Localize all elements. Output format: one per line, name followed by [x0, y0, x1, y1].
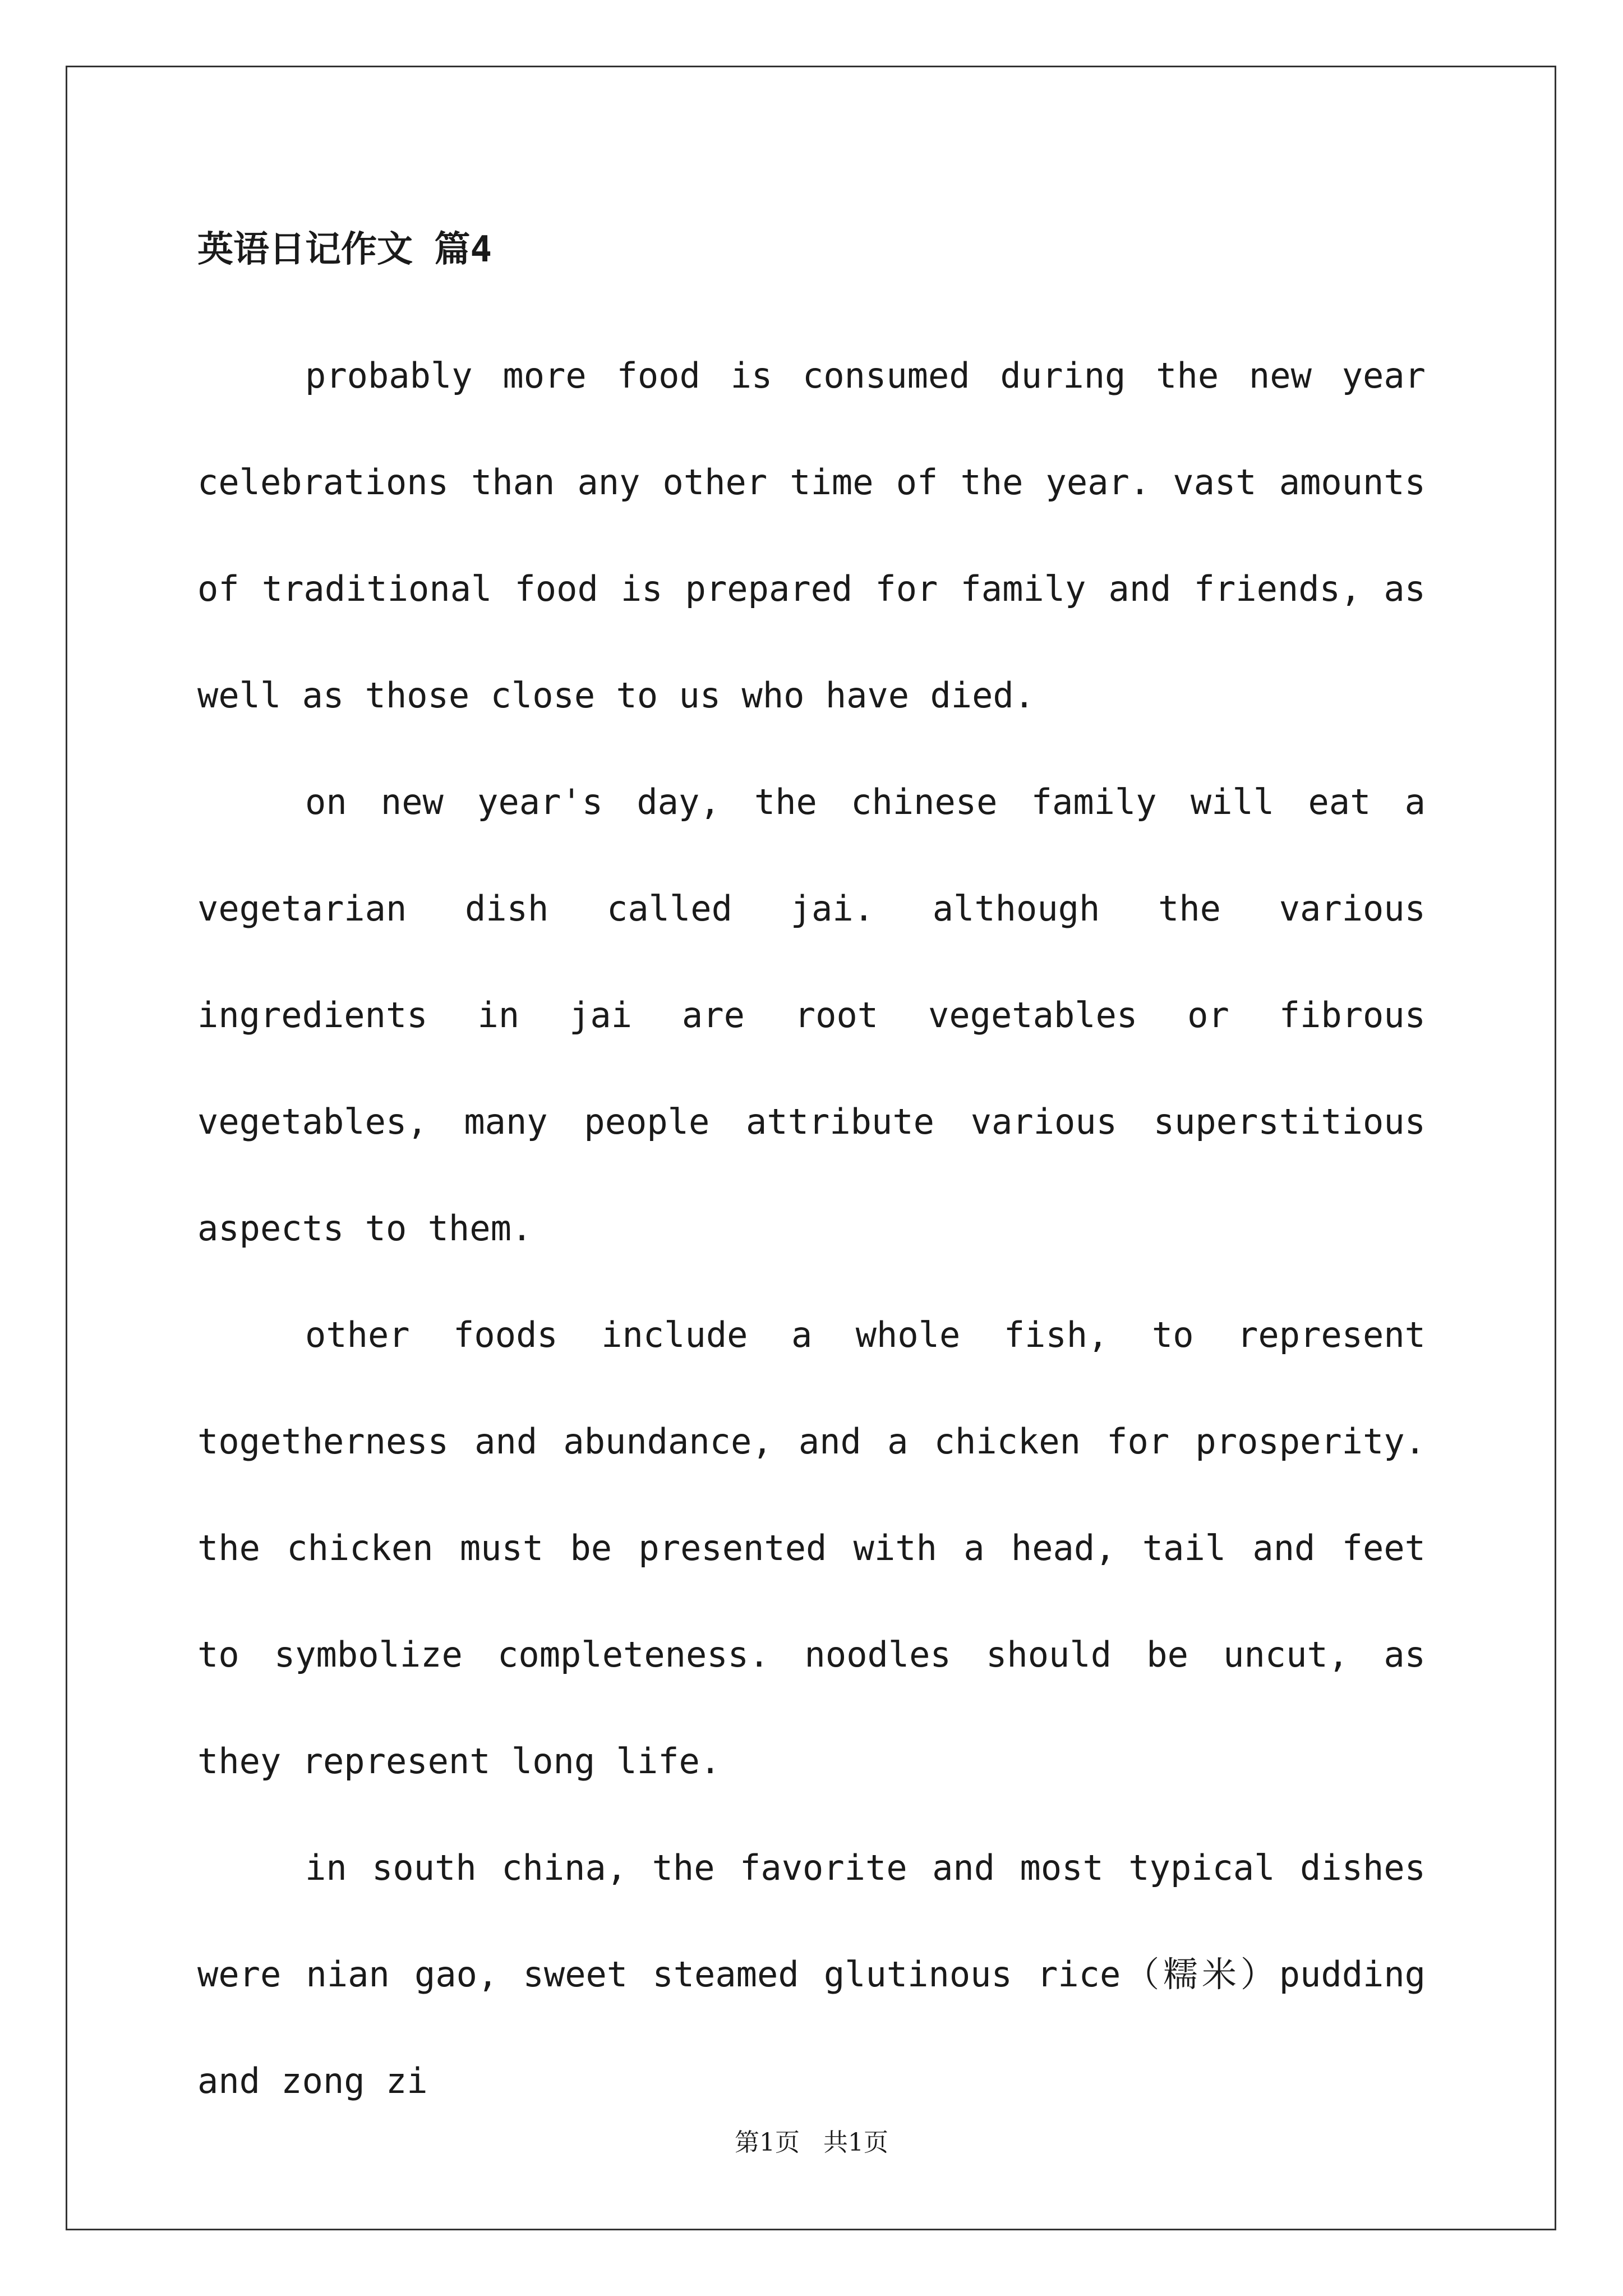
- document-title: 英语日记作文 篇4: [197, 229, 492, 270]
- paragraph-4: in south china, the favorite and most typical dishes were nian gao, sweet steamed glutinous rice（糯米）pudding and zong zi: [197, 1847, 1426, 2101]
- document-body: [197, 216, 1426, 2134]
- page-footer: 第1页 共1页: [735, 2128, 888, 2157]
- paragraph-2: on new year's day, the chinese family will eat a vegetarian dish called jai. although the various ingredients in jai are root vegetables or fibrous vegetables, many people attribute various superstitious aspects to them.: [197, 781, 1426, 1249]
- paragraph-1: probably more food is consumed during the new year celebrations than any other time of the year. vast amounts of traditional food is prepared for family and friends, as well as those close to us who have died.: [197, 355, 1426, 716]
- paragraph-3: other foods include a whole fish, to represent togetherness and abundance, and a chicken for prosperity. the chicken must be presented with a head, tail and feet to symbolize completeness. noodles should be uncut, as they represent long life.: [197, 1314, 1426, 1782]
